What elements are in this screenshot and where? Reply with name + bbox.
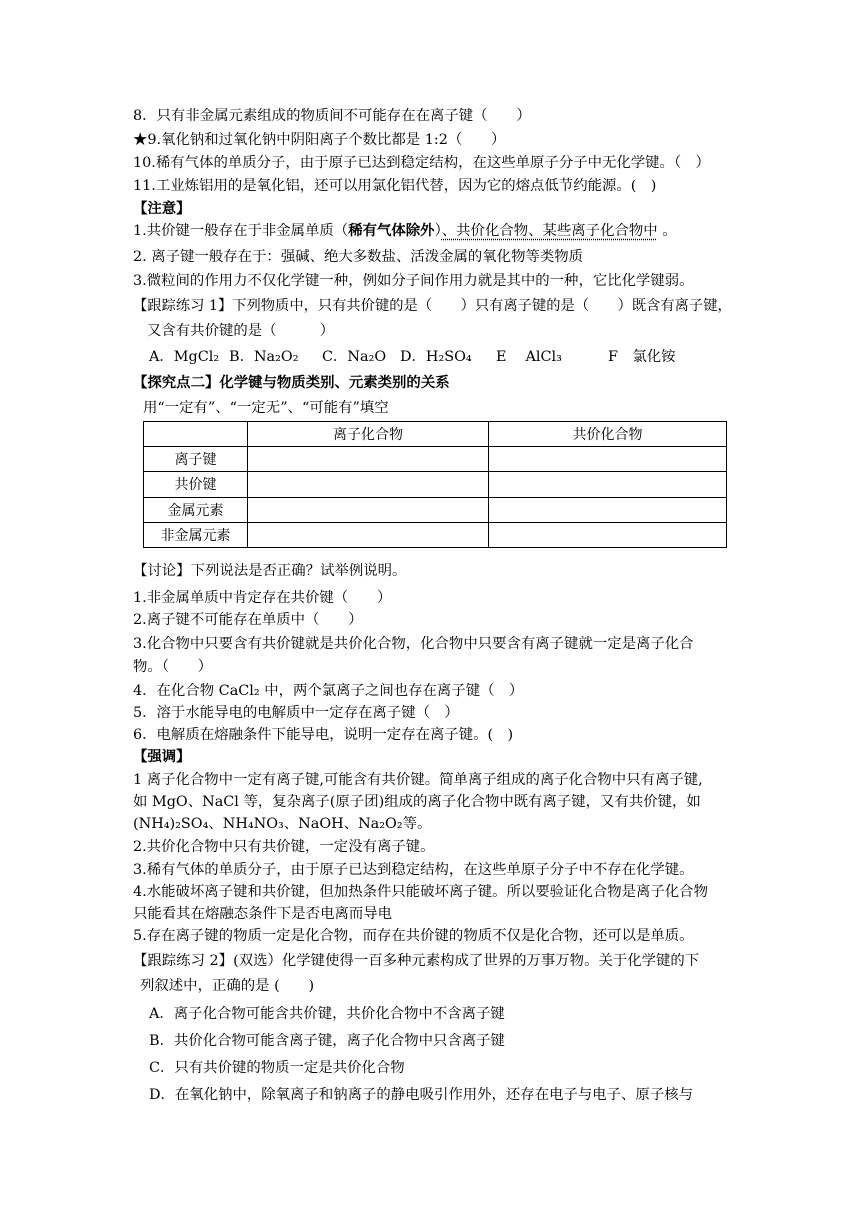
note-item-3: 3.微粒间的作用力不仅化学键一种，例如分子间作用力就是其中的一种，它比化学键弱。 — [133, 273, 694, 289]
question-8: 8．只有非金属元素组成的物质间不可能存在在离子键（ ） — [133, 108, 531, 124]
table-cell-blank — [489, 472, 727, 497]
table-cell-blank — [248, 472, 489, 497]
note-item-1-bold: 稀有气体除外 — [348, 222, 435, 239]
table-header-cell: 离子化合物 — [248, 422, 489, 447]
practice-1-option-f: F 氯化铵 — [608, 349, 676, 365]
table-row — [144, 522, 727, 547]
emphasis-line: 1 离子化合物中一定有离子键,可能含有共价键。简单离子组成的离子化合物中只有离子键, — [133, 772, 703, 788]
discussion-heading: 【讨论】下列说法是否正确？试举例说明。 — [133, 563, 407, 579]
discussion-item: 物。（ ） — [133, 659, 213, 675]
table-row-label: 非金属元素 — [144, 522, 248, 547]
discussion-item: 6．电解质在熔融条件下能导电，说明一定存在离子键。( ) — [133, 727, 514, 743]
classification-table — [143, 421, 727, 548]
table-cell-blank — [248, 522, 489, 547]
emphasis-line: 只能看其在熔融态条件下是否电离而导电 — [133, 906, 393, 922]
practice-1-line-1: 【跟踪练习 1】下列物质中，只有共价键的是（ ）只有离子键的是（ ）既含有离子键， — [133, 298, 732, 314]
point-2-heading: 【探究点二】化学键与物质类别、元素类别的关系 — [133, 374, 450, 391]
emphasis-line: 4.水能破坏离子键和共价键，但加热条件只能破坏离子键。所以要验证化合物是离子化合物 — [133, 884, 708, 900]
practice-1-option-e: E AlCl₃ — [496, 349, 562, 365]
table-cell-blank — [489, 447, 727, 472]
table-header-cell: 共价化合物 — [489, 422, 727, 447]
note-item-1-mid: ） — [434, 223, 442, 239]
table-cell-blank — [248, 447, 489, 472]
discussion-item: 3.化合物中只要含有共价键就是共价化合物，化合物中只要含有离子键就一定是离子化合 — [133, 636, 694, 652]
discussion-item: 5．溶于水能导电的电解质中一定存在离子键（ ） — [133, 705, 459, 721]
practice-2-line-1: 【跟踪练习 2】(双选）化学键使得一百多种元素构成了世界的万事万物。关于化学键的下 — [133, 953, 700, 969]
practice-1-option-c: C．Na₂O — [322, 349, 387, 365]
note-item-2: 2. 离子键一般存在于：强碱、绝大多数盐、活泼金属的氧化物等类物质 — [133, 249, 584, 265]
emphasis-line: 2.共价化合物中只有共价键，一定没有离子键。 — [133, 839, 435, 855]
practice-2-option-d: D．在氧化钠中，除氧离子和钠离子的静电吸引作用外，还存在电子与电子、原子核与 — [149, 1087, 693, 1103]
emphasis-line: 3.稀有气体的单质分子，由于原子已达到稳定结构，在这些单原子分子中不存在化学键。 — [133, 862, 694, 878]
table-cell-blank — [489, 522, 727, 547]
note-item-1-dotted: 、共价化合物、某些离子化合物中 — [441, 223, 658, 239]
question-11: 11.工业炼铝用的是氧化铝，还可以用氯化铝代替，因为它的熔点低节约能源。( ) — [133, 178, 657, 194]
note-item-1 — [133, 222, 677, 240]
table-row — [144, 472, 727, 497]
table-header-cell — [144, 422, 248, 447]
table-row — [144, 447, 727, 472]
question-10: 10.稀有气体的单质分子，由于原子已达到稳定结构，在这些单原子分子中无化学键。（ ） — [133, 155, 710, 171]
discussion-item: 4．在化合物 CaCl₂ 中，两个氯离子之间也存在离子键（ ） — [133, 683, 524, 699]
practice-2-option-c: C．只有共价键的物质一定是共价化合物 — [149, 1060, 405, 1076]
emphasis-line: 如 MgO、NaCl 等，复杂离子(原子团)组成的离子化合物中既有离子键，又有共价键，如 — [133, 794, 701, 810]
table-cell-blank — [248, 497, 489, 522]
practice-1-line-2: 又含有共价键的是（ ） — [147, 323, 335, 339]
table-row-label: 离子键 — [144, 447, 248, 472]
table-row-label: 金属元素 — [144, 497, 248, 522]
question-9: ★9.氧化钠和过氧化钠中阴阳离子个数比都是 1:2（ ） — [133, 132, 506, 148]
table-row — [144, 497, 727, 522]
practice-2-line-2: 列叙述中，正确的是 ( ) — [140, 978, 315, 994]
practice-2-option-b: B．共价化合物可能含离子键，离子化合物中只含离子键 — [149, 1033, 505, 1049]
table-row-label: 共价键 — [144, 472, 248, 497]
emphasis-line: 5.存在离子键的物质一定是化合物，而存在共价键的物质不仅是化合物，还可以是单质。 — [133, 928, 694, 944]
emphasis-line: (NH₄)₂SO₄、NH₄NO₃、NaOH、Na₂O₂等。 — [133, 816, 432, 832]
note-item-1-end: 。 — [657, 223, 677, 239]
discussion-item: 2.离子键不可能存在单质中（ ） — [133, 612, 363, 628]
practice-1-option-b: B．Na₂O₂ — [229, 349, 299, 365]
note-item-1-pre: 1.共价键一般存在于非金属单质（ — [133, 223, 349, 239]
emphasis-heading: 【强调】 — [133, 748, 191, 765]
practice-1-option-d: D．H₂SO₄ — [400, 349, 472, 365]
table-cell-blank — [489, 497, 727, 522]
note-heading: 【注意】 — [133, 200, 191, 217]
table-header-row — [144, 422, 727, 447]
practice-1-option-a: A．MgCl₂ — [149, 349, 220, 365]
discussion-item: 1.非金属单质中肯定存在共价键（ ） — [133, 590, 392, 606]
point-2-instruction: 用“一定有”、“一定无”、“可能有”填空 — [143, 400, 389, 416]
practice-2-option-a: A．离子化合物可能含共价键，共价化合物中不含离子键 — [149, 1006, 505, 1022]
